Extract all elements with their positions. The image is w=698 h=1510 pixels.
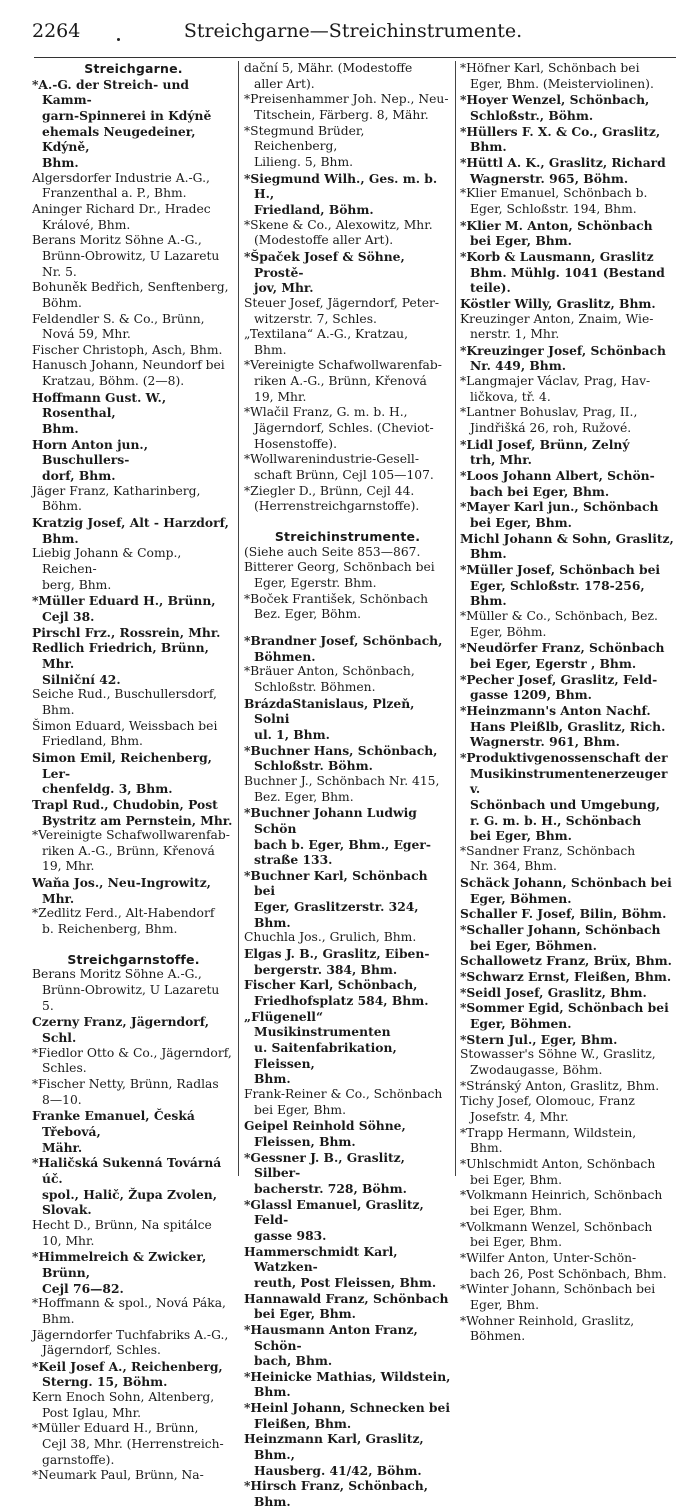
directory-entry: *Winter Johann, Schönbach bei Eger, Bhm. bbox=[460, 1282, 656, 1312]
directory-entry: *Sommer Egid, Schönbach bei Eger, Böhmen. bbox=[460, 1000, 669, 1032]
directory-entry: Geipel Reinhold Söhne, Fleissen, Bhm. bbox=[244, 1118, 406, 1149]
directory-entry: Berans Moritz Söhne A.-G., Brünn-Obrowitz, U Lazaretu 5. bbox=[32, 967, 220, 1013]
page-title: Streichgarne—Streichinstrumente. bbox=[183, 20, 523, 42]
directory-entry: *Keil Josef A., Reichenberg, Sterng. 15, Böhm. bbox=[32, 1358, 223, 1390]
directory-entry: *Hausmann Anton Franz, Schön- bach, Bhm. bbox=[244, 1321, 418, 1369]
directory-entry: *Lidl Josef, Brünn, Zelný trh, Mhr. bbox=[460, 436, 630, 468]
column-middle bbox=[244, 61, 451, 1510]
directory-entry: *Vereinigte Schafwollwarenfab- riken A.-G., Brünn, Křenová 19, Mhr. bbox=[32, 828, 230, 874]
directory-entry: Pirschl Frz., Rossrein, Mhr. bbox=[32, 624, 221, 640]
directory-entry: Trapl Rud., Chudobin, Post Bystritz am Pernstein, Mhr. bbox=[32, 796, 233, 828]
directory-entry: *Stern Jul., Eger, Bhm. bbox=[460, 1031, 618, 1047]
directory-entry: *Buchner Karl, Schönbach bei Eger, Graslitzerstr. 324, Bhm. bbox=[244, 867, 428, 930]
directory-entry: Buchner J., Schönbach Nr. 415, Bez. Eger, Bhm. bbox=[244, 773, 440, 804]
directory-entry: Bohuněk Bedřich, Senftenberg, Böhm. bbox=[32, 280, 229, 310]
directory-entry: *Volkmann Wenzel, Schönbach bei Eger, Bhm. bbox=[460, 1219, 653, 1250]
column-divider bbox=[238, 61, 239, 1176]
directory-entry: *Hoffmann & spol., Nová Páka, Bhm. bbox=[32, 1296, 226, 1326]
directory-entry: Horn Anton jun., Buschullers- dorf, Bhm. bbox=[32, 436, 148, 484]
directory-entry: *Boček František, Schönbach Bez. Eger, Böhm. bbox=[244, 591, 429, 622]
directory-entry: Elgas J. B., Graslitz, Eiben- bergerstr. 384, Bhm. bbox=[244, 946, 430, 977]
directory-entry: Waňa Jos., Neu-Ingrowitz, Mhr. bbox=[32, 875, 211, 906]
directory-entry: *Špaček Josef & Söhne, Prostě- jov, Mhr. bbox=[244, 248, 405, 296]
directory-entry: *Sandner Franz, Schönbach Nr. 364, Bhm. bbox=[460, 843, 636, 874]
directory-entry: *Siegmund Wilh., Ges. m. b. H., Friedland, Böhm. bbox=[244, 170, 438, 217]
directory-entry: *Müller Josef, Schönbach bei Eger, Schloßstr. 178-256, Bhm. bbox=[460, 562, 661, 609]
directory-entry: Hanusch Johann, Neundorf bei Kratzau, Böhm. (2—8). bbox=[32, 358, 225, 389]
directory-entry: Fischer Karl, Schönbach, Friedhofsplatz 584, Bhm. bbox=[244, 977, 429, 1009]
directory-entry: Redlich Friedrich, Brünn, Mhr. Silniční 42. bbox=[32, 640, 209, 687]
directory-entry: *Hirsch Franz, Schönbach, Bhm. bbox=[244, 1478, 429, 1510]
directory-entry: Šimon Eduard, Weissbach bei Friedland, Bhm. bbox=[32, 718, 218, 749]
directory-entry: *Müller Eduard H., Brünn, Cejl 38, Mhr. (Herrenstreich- garnstoffe). bbox=[32, 1421, 224, 1467]
directory-entry: Aninger Richard Dr., Hradec Králové, Bhm. bbox=[32, 201, 211, 232]
directory-entry: *Himmelreich & Zwicker, Brünn, Cejl 76—82. bbox=[32, 1249, 207, 1296]
directory-entry: *Fischer Netty, Brünn, Radlas 8—10. bbox=[32, 1077, 219, 1107]
directory-entry: *Skene & Co., Alexowitz, Mhr. (Modestoffe aller Art). bbox=[244, 217, 433, 248]
directory-entry: Schäck Johann, Schönbach bei Eger, Böhmen. bbox=[460, 875, 672, 906]
directory-entry: *Volkmann Heinrich, Schönbach bei Eger, Bhm. bbox=[460, 1188, 663, 1218]
directory-entry: Kern Enoch Sohn, Altenberg, Post Iglau, Mhr. bbox=[32, 1390, 215, 1420]
directory-entry: *Müller Eduard H., Brünn, Cejl 38. bbox=[32, 593, 216, 624]
directory-entry: „Flügenell“ Musikinstrumenten u. Saitenfabrikation, Fleissen, Bhm. bbox=[244, 1008, 397, 1087]
directory-entry: Hoffmann Gust. W., Rosenthal, Bhm. bbox=[32, 389, 167, 437]
directory-entry: *Lantner Bohuslav, Prag, II., Jindřišká 26, roh, Ružové. bbox=[460, 405, 638, 436]
directory-entry: *Stránský Anton, Graslitz, Bhm. bbox=[460, 1078, 660, 1093]
directory-entry: Feldendler S. & Co., Brünn, Nová 59, Mhr. bbox=[32, 311, 205, 342]
section-spacer bbox=[244, 623, 451, 633]
directory-entry: Jäger Franz, Katharinberg, Böhm. bbox=[32, 483, 201, 514]
directory-entry: *Stegmund Brüder, Reichenberg, Lilieng. 5, Bhm. bbox=[244, 123, 365, 169]
header-dot bbox=[117, 38, 120, 41]
directory-entry: Simon Emil, Reichenberg, Ler- chenfeldg. 3, Bhm. bbox=[32, 749, 212, 797]
directory-entry: *Uhlschmidt Anton, Schönbach bei Eger, Bhm. bbox=[460, 1156, 656, 1187]
directory-entry: Hecht D., Brünn, Na spitálce 10, Mhr. bbox=[32, 1217, 212, 1248]
directory-entry: *Langmajer Václav, Prag, Hav- ličkova, tř. 4. bbox=[460, 374, 651, 404]
directory-entry: *Buchner Hans, Schönbach, Schloßstr. Böhm. bbox=[244, 742, 438, 774]
directory-entry: *Preisenhammer Joh. Nep., Neu- Titschein, Färberg. 8, Mähr. bbox=[244, 92, 449, 122]
directory-entry: *Wohner Reinhold, Graslitz, Böhmen. bbox=[460, 1313, 635, 1344]
column-right bbox=[460, 61, 674, 1345]
directory-entry: *Schaller Johann, Schönbach bei Eger, Böhmen. bbox=[460, 922, 661, 953]
directory-entry: Kratzig Josef, Alt - Harzdorf, Bhm. bbox=[32, 515, 229, 546]
directory-entry: *Wollwarenindustrie-Gesell- schaft Brünn, Cejl 105—107. bbox=[244, 452, 434, 483]
directory-entry: *Mayer Karl jun., Schönbach bei Eger, Bhm. bbox=[460, 499, 659, 531]
directory-entry: *Glassl Emanuel, Graslitz, Feld- gasse 983. bbox=[244, 1196, 424, 1243]
directory-entry: *Hüttl A. K., Graslitz, Richard Wagnerstr. 965, Böhm. bbox=[460, 154, 666, 186]
directory-entry: *Brandner Josef, Schönbach, Böhmen. bbox=[244, 632, 443, 664]
column-divider bbox=[455, 61, 456, 1176]
directory-entry: *Klier M. Anton, Schönbach bei Eger, Bhm. bbox=[460, 217, 653, 249]
column-left bbox=[32, 61, 235, 1484]
directory-entry: Seiche Rud., Buschullersdorf, Bhm. bbox=[32, 687, 217, 717]
directory-entry: *Fiedlor Otto & Co., Jägerndorf, Schles. bbox=[32, 1045, 232, 1076]
directory-entry: Chuchla Jos., Grulich, Bhm. bbox=[244, 930, 417, 945]
directory-entry: Jägerndorfer Tuchfabriks A.-G., Jägerndorf, Schles. bbox=[32, 1327, 229, 1358]
directory-entry: Tichy Josef, Olomouc, Franz Josefstr. 4, Mhr. bbox=[460, 1094, 635, 1124]
directory-entry: Heinzmann Karl, Graslitz, Bhm., Hausberg. 41/42, Böhm. bbox=[244, 1431, 424, 1478]
directory-entry: *Haličská Sukenná Továrná úč. spol., Halič, Župa Zvolen, Slovak. bbox=[32, 1155, 222, 1218]
directory-entry: *Heinicke Mathias, Wildstein, Bhm. bbox=[244, 1368, 451, 1400]
directory-entry: Steuer Josef, Jägerndorf, Peter- witzerstr. 7, Schles. bbox=[244, 295, 440, 326]
directory-entry: *Seidl Josef, Graslitz, Bhm. bbox=[460, 984, 647, 1000]
directory-entry: *Klier Emanuel, Schönbach b. Eger, Schloßstr. 194, Bhm. bbox=[460, 186, 648, 216]
directory-entry: *Ziegler D., Brünn, Cejl 44. (Herrenstreichgarnstoffe). bbox=[244, 483, 420, 514]
directory-entry: Berans Moritz Söhne A.-G., Brünn-Obrowitz, U Lazaretu Nr. 5. bbox=[32, 233, 220, 279]
directory-entry: *Müller & Co., Schönbach, Bez. Eger, Böhm. bbox=[460, 608, 658, 639]
directory-entry: *Gessner J. B., Graslitz, Silber- bacherstr. 728, Böhm. bbox=[244, 1149, 407, 1196]
directory-entry: Franke Emanuel, Česká Třebová, Mähr. bbox=[32, 1108, 195, 1155]
directory-entry: *Heinzmann's Anton Nachf. Hans Pleißlb, Graslitz, Rich. Wagnerstr. 961, Bhm. bbox=[460, 702, 666, 750]
section-heading: Streichinstrumente. bbox=[274, 529, 421, 545]
directory-entry: BrázdaStanislaus, Plzeň, Solni ul. 1, Bhm. bbox=[244, 695, 415, 742]
directory-entry: *A.-G. der Streich- und Kamm- garn-Spinnerei in Kdýně ehemals Neugedeiner, Kdýně, Bhm. bbox=[32, 76, 212, 170]
directory-entry: *Heinl Johann, Schnecken bei Fleißen, Bhm. bbox=[244, 1400, 451, 1431]
directory-entry: Frank-Reiner & Co., Schönbach bei Eger, Bhm. bbox=[244, 1087, 443, 1117]
directory-entry: *Pecher Josef, Graslitz, Feld- gasse 1209, Bhm. bbox=[460, 671, 658, 703]
header-rule bbox=[34, 57, 676, 58]
directory-entry: *Neumark Paul, Brünn, Na- bbox=[32, 1468, 204, 1483]
directory-entry: *Korb & Lausmann, Graslitz Bhm. Mühlg. 1041 (Bestand teile). bbox=[460, 248, 665, 296]
directory-entry: Köstler Willy, Graslitz, Bhm. bbox=[460, 295, 656, 311]
section-spacer bbox=[32, 938, 235, 952]
page-number: 2264 bbox=[32, 20, 81, 42]
directory-entry: *Zedlitz Ferd., Alt-Habendorf b. Reichenberg, Bhm. bbox=[32, 906, 215, 937]
directory-entry: Stowasser's Söhne W., Graslitz, Zwodaugasse, Böhm. bbox=[460, 1047, 656, 1077]
directory-entry: *Neudörfer Franz, Schönbach bei Eger, Egerstr , Bhm. bbox=[460, 640, 665, 671]
directory-entry: Bitterer Georg, Schönbach bei Eger, Egerstr. Bhm. bbox=[244, 560, 435, 590]
directory-entry: *Hüllers F. X. & Co., Graslitz, Bhm. bbox=[460, 123, 661, 155]
page-header bbox=[32, 20, 674, 46]
directory-entry: *Hoyer Wenzel, Schönbach, Schloßstr., Böhm. bbox=[460, 92, 650, 123]
directory-entry: Michl Johann & Sohn, Graslitz, Bhm. bbox=[460, 530, 674, 562]
directory-entry: Hannawald Franz, Schönbach bei Eger, Bhm. bbox=[244, 1290, 449, 1322]
directory-entry: *Wlačil Franz, G. m. b. H., Jägerndorf, Schles. (Cheviot- Hosenstoffe). bbox=[244, 405, 434, 451]
directory-entry: *Vereinigte Schafwollwarenfab- riken A.-G., Brünn, Křenová 19, Mhr. bbox=[244, 358, 442, 404]
directory-entry: Schaller F. Josef, Bilin, Böhm. bbox=[460, 906, 667, 922]
directory-entry: Algersdorfer Industrie A.-G., Franzenthal a. P., Bhm. bbox=[32, 170, 210, 201]
directory-entry: *Wilfer Anton, Unter-Schön- bach 26, Post Schönbach, Bhm. bbox=[460, 1250, 667, 1281]
directory-entry: *Höfner Karl, Schönbach bei Eger, Bhm. (Meisterviolinen). bbox=[460, 61, 654, 91]
directory-entry: *Buchner Johann Ludwig Schön bach b. Eger, Bhm., Eger- straße 133. bbox=[244, 805, 431, 868]
directory-entry: *Loos Johann Albert, Schön- bach bei Eger, Bhm. bbox=[460, 468, 655, 499]
directory-entry: Hammerschmidt Karl, Watzken- reuth, Post Fleissen, Bhm. bbox=[244, 1243, 437, 1290]
directory-entry: Czerny Franz, Jägerndorf, Schl. bbox=[32, 1014, 210, 1046]
directory-entry: *Kreuzinger Josef, Schönbach Nr. 449, Bhm. bbox=[460, 342, 666, 374]
section-heading: Streichgarnstoffe. bbox=[67, 951, 200, 967]
directory-entry: *Schwarz Ernst, Fleißen, Bhm. bbox=[460, 969, 672, 985]
directory-entry: Schallowetz Franz, Brüx, Bhm. bbox=[460, 953, 672, 969]
directory-entry: *Bräuer Anton, Schönbach, Schloßstr. Böhmen. bbox=[244, 664, 415, 694]
directory-entry: *Trapp Hermann, Wildstein, Bhm. bbox=[460, 1125, 637, 1156]
directory-entry: dační 5, Mähr. (Modestoffe aller Art). bbox=[244, 61, 413, 91]
directory-entry: *Produktivgenossenschaft der Musikinstrumentenerzeuger v. Schönbach und Umgebung, r. G. m. b. H., Schönbach bei Eger, Bhm. bbox=[460, 749, 668, 844]
section-heading: Streichgarne. bbox=[84, 61, 183, 76]
directory-entry: Liebig Johann & Comp., Reichen- berg, Bhm. bbox=[32, 546, 182, 592]
directory-entry: (Siehe auch Seite 853—867. bbox=[244, 544, 421, 559]
section-spacer bbox=[244, 515, 451, 529]
directory-entry: Kreuzinger Anton, Znaim, Wie- nerstr. 1, Mhr. bbox=[460, 311, 654, 342]
directory-entry: „Textilana“ A.-G., Kratzau, Bhm. bbox=[244, 327, 409, 357]
directory-entry: Fischer Christoph, Asch, Bhm. bbox=[32, 342, 223, 357]
